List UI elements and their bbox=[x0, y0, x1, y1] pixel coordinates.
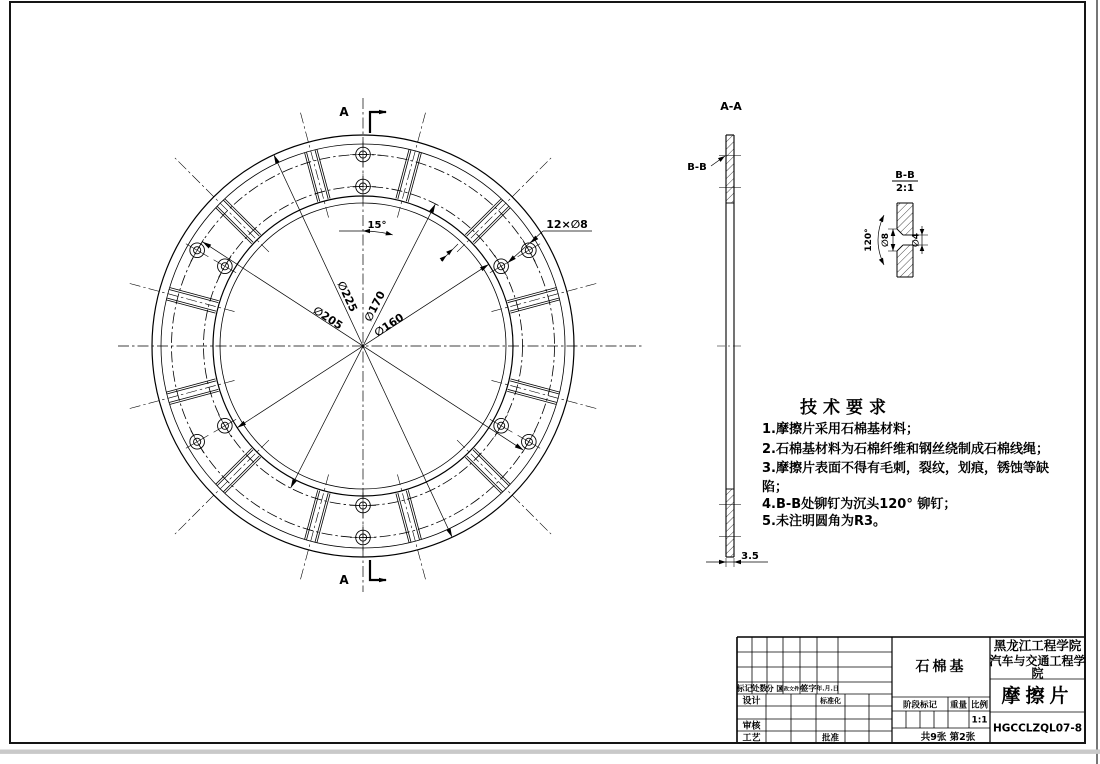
bb-reference-label: B-B bbox=[687, 162, 707, 173]
aa-section-labels bbox=[687, 100, 759, 562]
tb-col-zone: 分 区 bbox=[766, 684, 784, 693]
tb-row-check: 审核 bbox=[742, 721, 761, 732]
section-title-aa: A-A bbox=[720, 100, 742, 113]
tb-row-approve: 批准 bbox=[821, 733, 840, 744]
drawing-geometry bbox=[118, 98, 1085, 743]
countersink-angle-label: 120° bbox=[864, 228, 874, 252]
horizontal-scrollbar[interactable] bbox=[0, 750, 1100, 754]
detail-title-bb: B-B bbox=[895, 170, 915, 181]
dim-label-d160: ∅160 bbox=[371, 310, 407, 340]
detail-scale: 2:1 bbox=[896, 183, 914, 194]
tb-weight-label: 重量 bbox=[949, 700, 968, 711]
tb-row-process: 工艺 bbox=[742, 733, 761, 744]
tb-stage-label: 阶段标记 bbox=[902, 700, 938, 711]
cut-marker-label-top: A bbox=[339, 105, 349, 119]
tb-part-name: 摩擦片 bbox=[1001, 685, 1074, 707]
tb-school-line1: 黑龙江工程学院 bbox=[993, 638, 1082, 653]
tb-drawing-number: HGCCLZQL07-8 bbox=[992, 722, 1083, 735]
sheet-border bbox=[10, 2, 1085, 743]
tb-col-docno: 更改文件号 bbox=[778, 686, 805, 693]
countersink-dia-label: ∅8 bbox=[881, 233, 891, 247]
dim-label-d225: ∅225 bbox=[334, 279, 360, 314]
tech-req-item: 3.摩擦片表面不得有毛刺，裂纹，划痕，锈蚀等缺 bbox=[762, 461, 1049, 476]
tb-scale-value: 1:1 bbox=[971, 715, 988, 726]
tb-material: 石棉基 bbox=[915, 659, 967, 675]
tech-requirements bbox=[762, 397, 1049, 529]
rivet-count-label: 12×∅8 bbox=[546, 218, 588, 231]
tb-col-sign: 签字 bbox=[800, 684, 817, 693]
tb-col-count: 处数 bbox=[751, 684, 768, 693]
dim-label-d170: ∅170 bbox=[361, 289, 389, 324]
hole-dia-label: ∅4 bbox=[911, 233, 922, 247]
tb-school-line3: 院 bbox=[1031, 666, 1044, 681]
tb-school-line2: 汽车与交通工程学 bbox=[989, 654, 1086, 668]
tb-row-design: 设计 bbox=[742, 696, 761, 707]
cut-marker-label-bottom: A bbox=[339, 573, 349, 587]
dim-label-d205: ∅205 bbox=[310, 303, 346, 333]
tech-req-title: 技术要求 bbox=[800, 398, 892, 418]
tb-col-mark: 标记 bbox=[736, 684, 753, 693]
tech-req-item: 5.未注明圆角为R3。 bbox=[762, 514, 887, 529]
tech-req-item: 1.摩擦片采用石棉基材料； bbox=[762, 422, 919, 437]
tb-row-standard: 标准化 bbox=[820, 697, 841, 705]
tech-req-item: 陷； bbox=[762, 480, 789, 495]
tb-scale-label: 比例 bbox=[970, 700, 989, 711]
thickness-dim-label: 3.5 bbox=[741, 551, 759, 562]
tech-req-item: 4.B-B处铆钉为沉头120° 铆钉； bbox=[762, 497, 957, 512]
angle-dim-label: 15° bbox=[367, 220, 387, 231]
tb-col-date: 年.月.日 bbox=[816, 685, 839, 693]
tech-req-item: 2.石棉基材料为石棉纤维和钢丝绕制成石棉线绳； bbox=[762, 442, 1049, 457]
tb-sheets: 共9张 第2张 bbox=[920, 732, 976, 743]
